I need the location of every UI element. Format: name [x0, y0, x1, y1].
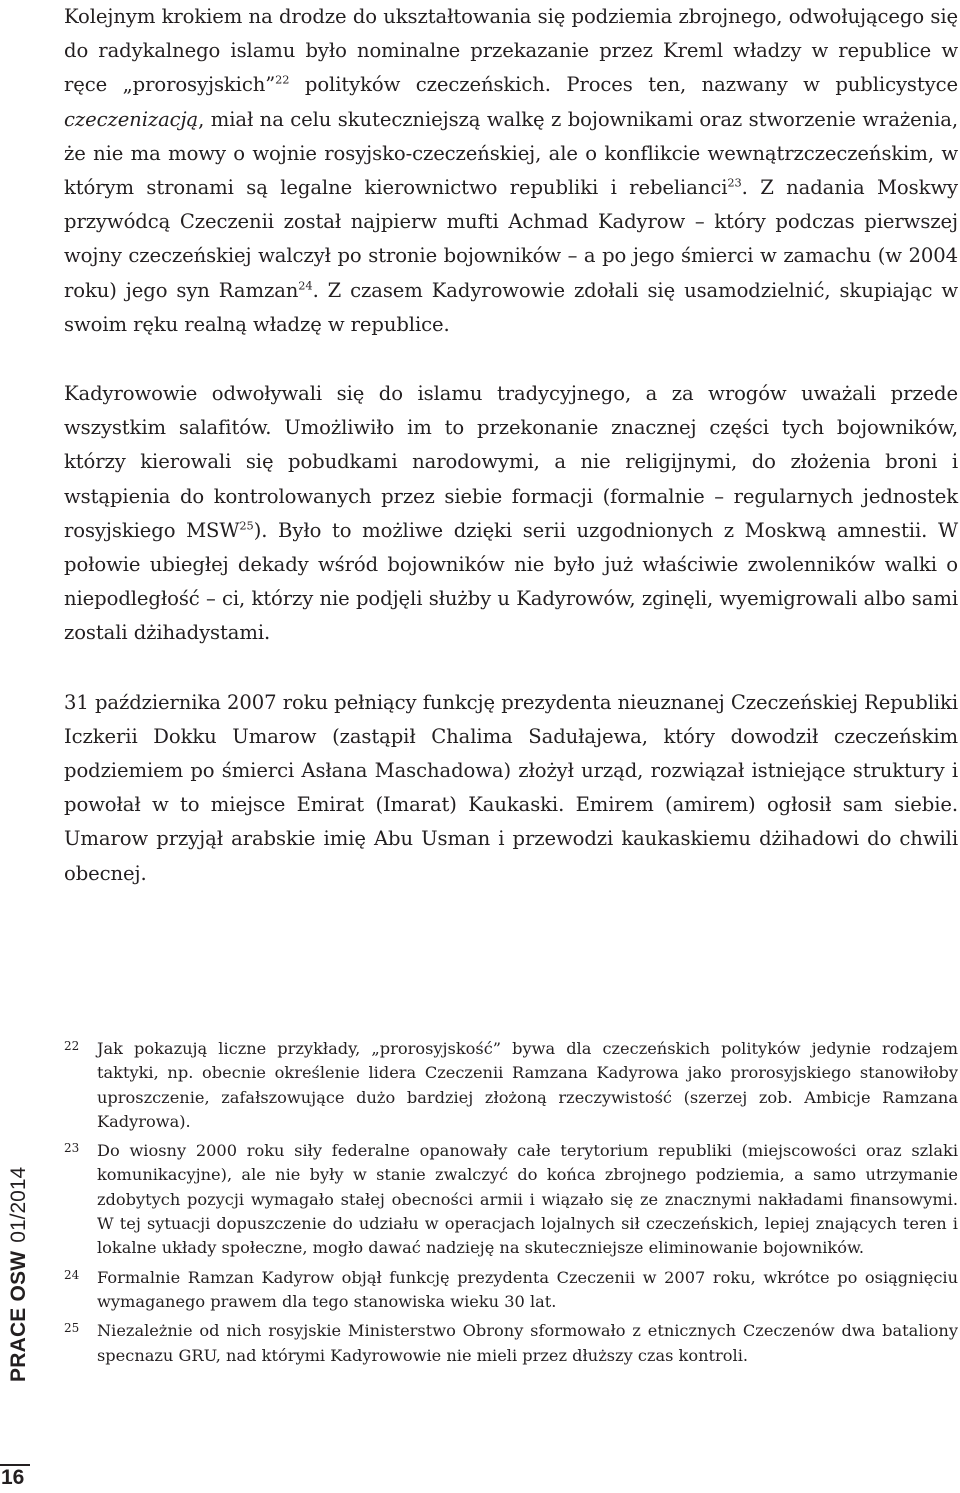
footnote-text: Do wiosny 2000 roku siły federalne opanowały całe terytorium republiki (miejscowości oraz szlaki komunikacyjne), ale nie były w stanie zwalczyć do końca zbrojnego podziemia, a samo utrzymanie zdobytych pozycji wymagało stałej obecności armii i wiązało się ze znacznymi nakładami finansowymi. W tej sytuacji dopuszczenie do udziału w operacjach lojalnych sił czeczeńskich, lepiej znających teren i lokalne układy społeczne, mogło dawać nadzieję na skuteczniejsze eliminowanie bojowników.	[97, 1141, 958, 1258]
paragraph-1-text-b: polityków czeczeńskich. Proces ten, nazwany w publicystyce	[289, 73, 958, 97]
publication-label	[7, 1166, 30, 1382]
footnote-ref-24[interactable]: 24	[298, 278, 313, 293]
footnote-23	[64, 1139, 958, 1260]
italic-term: czeczenizacją	[64, 107, 199, 131]
footnote-number: 23	[64, 1141, 80, 1156]
paragraph-2-text-a: Kadyrowowie odwoływali się do islamu tradycyjnego, a za wrogów uważali przede wszystkim salafitów. Umożliwiło im to przekonanie znacznej części tych bojowników, którzy kierowali się pobudkami narodowymi, a nie religijnymi, do złożenia broni i wstąpienia do kontrolowanych przez siebie formacji (formalnie – regularnych jednostek rosyjskiego MSW	[64, 382, 958, 542]
paragraph-1-text-a: Kolejnym krokiem na drodze do ukształtowania się podziemia zbrojnego, odwołującego się do radykalnego islamu było nominalne przekazanie przez Kreml władzy w republice w ręce „prorosyjskich”	[64, 5, 958, 97]
footnote-22	[64, 1037, 958, 1134]
footnotes	[64, 1037, 958, 1373]
paragraph-3: 31 października 2007 roku pełniący funkcję prezydenta nieuznanej Czeczeńskiej Republiki Iczkerii Dokku Umarow (zastąpił Chalima Sadułajewa, który dowodził czeczeńskim podziemiem po śmierci Asłana Maschadowa) złożył urząd, rozwiązał istniejące struktury i powołał w to miejsce Emirat (Imarat) Kaukaski. Emirem (amirem) ogłosił sam siebie. Umarow przyjął arabskie imię Abu Usman i przewodzi kaukaskiemu dżihadowi do chwili obecnej.	[64, 690, 958, 885]
issue-number: 01/2014	[7, 1166, 30, 1243]
footnote-ref-23[interactable]: 23	[727, 175, 742, 190]
footnote-number: 25	[64, 1321, 80, 1336]
paragraph-2	[64, 377, 958, 651]
footnote-text: Niezależnie od nich rosyjskie Ministerstwo Obrony sformowało z etnicznych Czeczenów dwa bataliony specnazu GRU, nad którymi Kadyrowowie nie mieli przez dłuższy czas kontroli.	[97, 1321, 958, 1365]
footnote-24	[64, 1266, 958, 1315]
series-title: PRACE OSW	[7, 1250, 30, 1382]
footnote-25	[64, 1319, 958, 1368]
footnote-ref-25[interactable]: 25	[239, 518, 254, 533]
footnote-number: 22	[64, 1039, 80, 1053]
paragraph-1-text-d: . Z nadania Moskwy przywódcą Czeczenii został najpierw mufti Achmad Kadyrow – który podczas pierwszej wojny czeczeńskiej walczył po stronie bojowników – a po jego śmierci w zamachu (w 2004 roku) jego syn Ramzan	[64, 176, 958, 302]
paragraph-1	[64, 0, 958, 342]
page-number: 16	[1, 1466, 25, 1489]
footnote-number: 24	[64, 1267, 80, 1282]
paragraph-1-text-c: , miał na celu skuteczniejszą walkę z bojownikami oraz stworzenie wrażenia, że nie ma mowy o wojnie rosyjsko-czeczeńskiej, ale o konflikcie wewnątrzczeczeńskim, w którym stronami są legalne kierownictwo republiki i rebelianci	[64, 107, 958, 200]
footnote-ref-22[interactable]: 22	[275, 72, 290, 87]
paragraph-2-text-b: ). Było to możliwe dzięki serii uzgodnionych z Moskwą amnestii. W połowie ubiegłej dekady wśród bojowników nie było już właściwie zwolenników walki o niepodległość – ci, którzy nie podjęli służby u Kadyrowów, zginęli, wyemigrowali albo sami zostali dżihadystami.	[64, 518, 958, 645]
footnote-text: Jak pokazują liczne przykłady, „prorosyjskość” bywa dla czeczeńskich polityków jedynie rodzajem taktyki, np. obecnie określenie lidera Czeczenii Ramzana Kadyrowa jako prorosyjskiego stanowiłoby uproszczenie, zafałszowujące dużo bardziej złożoną rzeczywistość (szerzej zob. Ambicje Ramzana Kadyrowa).	[97, 1039, 958, 1131]
footnote-text: Formalnie Ramzan Kadyrow objął funkcję prezydenta Czeczenii w 2007 roku, wkrótce po osiągnięciu wymaganego prawem dla tego stanowiska wieku 30 lat.	[97, 1267, 958, 1311]
paragraph-1-text-e: . Z czasem Kadyrowowie zdołali się usamodzielnić, skupiając w swoim ręku realną władzę w republice.	[64, 278, 958, 336]
main-text	[64, 0, 958, 891]
